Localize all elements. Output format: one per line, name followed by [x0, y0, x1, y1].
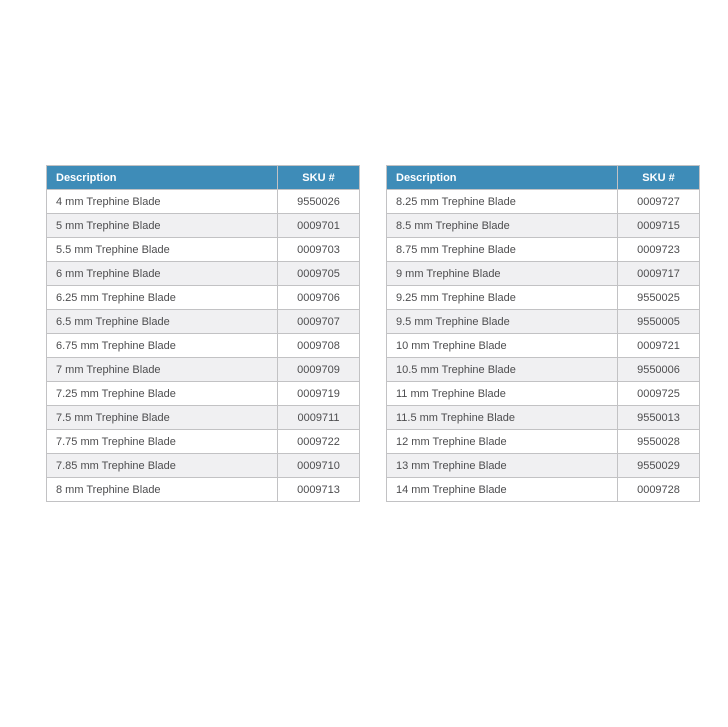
table-row: [387, 190, 700, 214]
description-cell: 5 mm Trephine Blade: [47, 214, 278, 238]
table-row: [47, 382, 360, 406]
description-cell: 7.75 mm Trephine Blade: [47, 430, 278, 454]
table-row: [387, 478, 700, 502]
description-cell: 6.75 mm Trephine Blade: [47, 334, 278, 358]
table-row: [47, 478, 360, 502]
sku-cell: 0009722: [278, 430, 360, 454]
sku-cell: 0009706: [278, 286, 360, 310]
table-row: [387, 454, 700, 478]
description-cell: 14 mm Trephine Blade: [387, 478, 618, 502]
description-cell: 9 mm Trephine Blade: [387, 262, 618, 286]
table-header: [47, 166, 360, 190]
sku-cell: 0009717: [618, 262, 700, 286]
table-row: [47, 430, 360, 454]
description-cell: 11.5 mm Trephine Blade: [387, 406, 618, 430]
description-cell: 5.5 mm Trephine Blade: [47, 238, 278, 262]
sku-cell: 0009727: [618, 190, 700, 214]
sku-cell: 0009713: [278, 478, 360, 502]
sku-cell: 0009710: [278, 454, 360, 478]
description-cell: 9.25 mm Trephine Blade: [387, 286, 618, 310]
sku-cell: 0009723: [618, 238, 700, 262]
description-cell: 13 mm Trephine Blade: [387, 454, 618, 478]
sku-cell: 9550006: [618, 358, 700, 382]
table-row: [387, 262, 700, 286]
description-cell: 10 mm Trephine Blade: [387, 334, 618, 358]
sku-cell: 0009728: [618, 478, 700, 502]
sku-cell: 0009725: [618, 382, 700, 406]
table-row: [387, 238, 700, 262]
table-row: [47, 238, 360, 262]
table-row: [387, 286, 700, 310]
description-cell: 6.5 mm Trephine Blade: [47, 310, 278, 334]
table-row: [47, 310, 360, 334]
sku-cell: 0009709: [278, 358, 360, 382]
sku-cell: 9550028: [618, 430, 700, 454]
table-row: [47, 358, 360, 382]
tables-container: [46, 165, 700, 502]
table-row: [47, 406, 360, 430]
description-cell: 10.5 mm Trephine Blade: [387, 358, 618, 382]
sku-cell: 0009707: [278, 310, 360, 334]
description-cell: 7 mm Trephine Blade: [47, 358, 278, 382]
sku-column-header: SKU #: [278, 166, 360, 190]
sku-cell: 9550026: [278, 190, 360, 214]
description-cell: 9.5 mm Trephine Blade: [387, 310, 618, 334]
table-row: [47, 454, 360, 478]
table-row: [47, 334, 360, 358]
description-cell: 7.85 mm Trephine Blade: [47, 454, 278, 478]
description-cell: 8.75 mm Trephine Blade: [387, 238, 618, 262]
table-row: [387, 358, 700, 382]
header-row: [387, 166, 700, 190]
description-cell: 6 mm Trephine Blade: [47, 262, 278, 286]
header-row: [47, 166, 360, 190]
table-row: [47, 190, 360, 214]
description-cell: 11 mm Trephine Blade: [387, 382, 618, 406]
table-row: [47, 286, 360, 310]
table-row: [47, 262, 360, 286]
sku-cell: 0009703: [278, 238, 360, 262]
table-row: [387, 310, 700, 334]
sku-cell: 0009708: [278, 334, 360, 358]
table-body: [387, 190, 700, 502]
sku-column-header: SKU #: [618, 166, 700, 190]
sku-cell: 9550029: [618, 454, 700, 478]
sku-cell: 9550013: [618, 406, 700, 430]
table-row: [387, 214, 700, 238]
sku-cell: 9550005: [618, 310, 700, 334]
sku-cell: 0009715: [618, 214, 700, 238]
description-cell: 12 mm Trephine Blade: [387, 430, 618, 454]
sku-cell: 0009701: [278, 214, 360, 238]
table-row: [387, 430, 700, 454]
table-row: [387, 406, 700, 430]
sku-cell: 0009711: [278, 406, 360, 430]
description-cell: 8.5 mm Trephine Blade: [387, 214, 618, 238]
sku-cell: 0009705: [278, 262, 360, 286]
sku-cell: 9550025: [618, 286, 700, 310]
table-row: [387, 382, 700, 406]
description-column-header: Description: [47, 166, 278, 190]
description-cell: 7.25 mm Trephine Blade: [47, 382, 278, 406]
description-cell: 6.25 mm Trephine Blade: [47, 286, 278, 310]
table-row: [47, 214, 360, 238]
sku-cell: 0009719: [278, 382, 360, 406]
description-cell: 8 mm Trephine Blade: [47, 478, 278, 502]
table-header: [387, 166, 700, 190]
table-body: [47, 190, 360, 502]
description-cell: 7.5 mm Trephine Blade: [47, 406, 278, 430]
trephine-blades-table-left: [46, 165, 360, 502]
trephine-blades-table-right: [386, 165, 700, 502]
description-column-header: Description: [387, 166, 618, 190]
table-row: [387, 334, 700, 358]
description-cell: 4 mm Trephine Blade: [47, 190, 278, 214]
sku-cell: 0009721: [618, 334, 700, 358]
description-cell: 8.25 mm Trephine Blade: [387, 190, 618, 214]
